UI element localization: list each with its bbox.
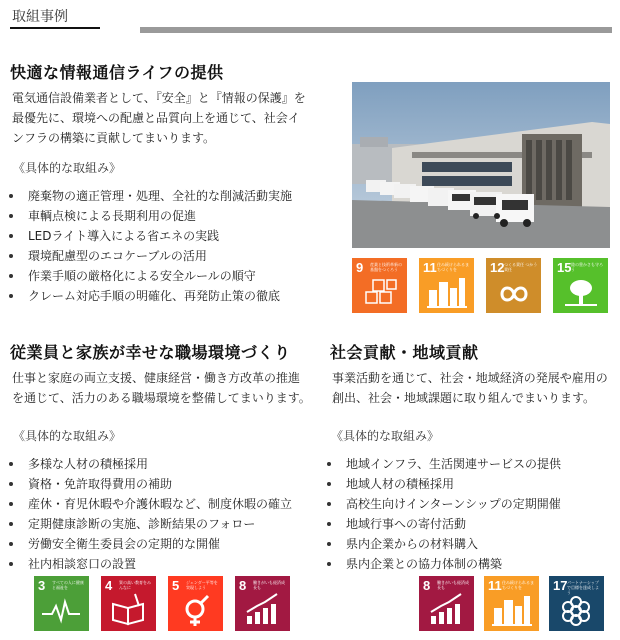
- list-item: 環境配慮型のエコケーブルの活用: [8, 246, 292, 266]
- gender-icon: [168, 576, 223, 631]
- list-item: 多様な人材の積極採用: [8, 454, 292, 474]
- sdg-number: 3: [38, 578, 46, 593]
- book-icon: [101, 576, 156, 631]
- section1-list: [8, 186, 292, 306]
- section-header-label: 取組事例: [12, 9, 68, 25]
- sdg-number: 11: [488, 578, 502, 593]
- city-icon: [484, 576, 539, 631]
- list-item: 地域行事への寄付活動: [326, 514, 561, 534]
- growth-icon: [235, 576, 290, 631]
- list-item: 車輌点検による長期利用の促進: [8, 206, 292, 226]
- section3-sdg-row: [419, 576, 614, 632]
- list-item: クレーム対応手順の明確化、再発防止策の徹底: [8, 286, 292, 306]
- section1-sdg-row: [352, 258, 614, 314]
- sdg-number: 9: [356, 260, 364, 275]
- sdg-number: 8: [423, 578, 431, 593]
- section2-body: [12, 368, 311, 408]
- section3-body-line: 創出、社会・地域課題に取り組んでまいります。: [332, 391, 596, 405]
- section2-body-line: 仕事と家庭の両立支援、健康経営・働き方改革の推進: [12, 371, 301, 385]
- list-item: LEDライト導入による省エネの実践: [8, 226, 292, 246]
- city-icon: [419, 258, 474, 313]
- list-item: 高校生向けインターンシップの定期開催: [326, 494, 561, 514]
- sdg-goal-9-tile: [352, 258, 407, 313]
- sdg-number: 12: [490, 260, 505, 275]
- sdg-title: 住み続けられるまちづくりを: [437, 262, 469, 272]
- sdg-number: 8: [239, 578, 247, 593]
- sdg-goal-11-tile: [419, 258, 474, 313]
- list-item: 廃棄物の適正管理・処理、全社的な削減活動実施: [8, 186, 292, 206]
- list-item: 地域人材の積極採用: [326, 474, 561, 494]
- section1-body: [12, 88, 306, 148]
- sdg-title: パートナーシップで目標を達成しよう: [567, 580, 599, 595]
- sdg-number: 4: [105, 578, 113, 593]
- section1-body-line: 電気通信設備業者として、『安全』と『情報の保護』を: [12, 91, 306, 105]
- list-item: 県内企業からの材料購入: [326, 534, 561, 554]
- heartbeat-icon: [34, 576, 89, 631]
- list-item: 産休・育児休暇や介護休暇など、制度休暇の確立: [8, 494, 292, 514]
- header-divider: [140, 27, 612, 33]
- sdg-title: 住み続けられるまちづくりを: [502, 580, 534, 590]
- sdg-title: 産業と技術革新の基盤をつくろう: [370, 262, 402, 272]
- list-item: 定期健康診断の実施、診断結果のフォロー: [8, 514, 292, 534]
- flower-icon: [549, 576, 604, 631]
- list-item: 労働安全衛生委員会の定期的な開催: [8, 534, 292, 554]
- section1-body-line: ンフラの構築に貢献してまいります。: [12, 131, 216, 145]
- section2-title: 従業員と家族が幸せな職場環境づくり: [10, 343, 291, 362]
- sdg-goal-12-tile: [486, 258, 541, 313]
- sdg-title: つくる責任 つかう責任: [504, 262, 538, 272]
- sdg-title: 陸の豊かさも守ろう: [571, 262, 603, 272]
- section2-sdg-row: [34, 576, 296, 632]
- sdg-goal-15-tile: [553, 258, 608, 313]
- section3-body-line: 事業活動を通じて、社会・地域経済の発展や雇用の: [332, 371, 608, 385]
- sdg-goal-4-tile: [101, 576, 156, 631]
- section3-list: [326, 454, 561, 574]
- section1-title: 快適な情報通信ライフの提供: [10, 63, 224, 82]
- sdg-title: 働きがいも経済成長も: [253, 580, 285, 590]
- list-item: 県内企業との協力体制の構築: [326, 554, 561, 574]
- sdg-number: 11: [423, 260, 437, 275]
- section2-body-line: を通じて、活力のある職場環境を整備してまいります。: [12, 391, 311, 405]
- list-item: 地域インフラ、生活関連サービスの提供: [326, 454, 561, 474]
- header-underline: [10, 27, 100, 29]
- sdg-title: 質の高い教育をみんなに: [119, 580, 151, 590]
- section3-title: 社会貢献・地域貢献: [330, 343, 479, 362]
- section3-body: [332, 368, 608, 408]
- sdg-goal-3-tile: [34, 576, 89, 631]
- sdg-title: ジェンダー平等を実現しよう: [186, 580, 218, 590]
- sdg-goal-17-tile: [549, 576, 604, 631]
- list-item: 資格・免許取得費用の補助: [8, 474, 292, 494]
- section1-sub-label: 《具体的な取組み》: [13, 161, 122, 175]
- section3-sub-label: 《具体的な取組み》: [331, 429, 440, 443]
- sdg-number: 5: [172, 578, 180, 593]
- tree-icon: [553, 258, 608, 313]
- sdg-number: 15: [557, 260, 572, 275]
- sdg-title: すべての人に健康と福祉を: [52, 580, 84, 590]
- section1-body-line: 最優先に、環境への配慮と品質向上を通じて、社会イ: [12, 111, 300, 125]
- infinity-icon: [486, 258, 541, 313]
- sdg-goal-8-tile: [235, 576, 290, 631]
- office-building-photo: [352, 82, 610, 248]
- section2-list: [8, 454, 292, 574]
- blocks-icon: [352, 258, 407, 313]
- sdg-goal-5-tile: [168, 576, 223, 631]
- section2-sub-label: 《具体的な取組み》: [13, 429, 122, 443]
- growth-icon: [419, 576, 474, 631]
- sdg-title: 働きがいも経済成長も: [437, 580, 469, 590]
- list-item: 作業手順の厳格化による安全ルールの順守: [8, 266, 292, 286]
- sdg-goal-8-tile: [419, 576, 474, 631]
- sdg-goal-11-tile: [484, 576, 539, 631]
- list-item: 社内相談窓口の設置: [8, 554, 292, 574]
- sdg-number: 17: [553, 578, 568, 593]
